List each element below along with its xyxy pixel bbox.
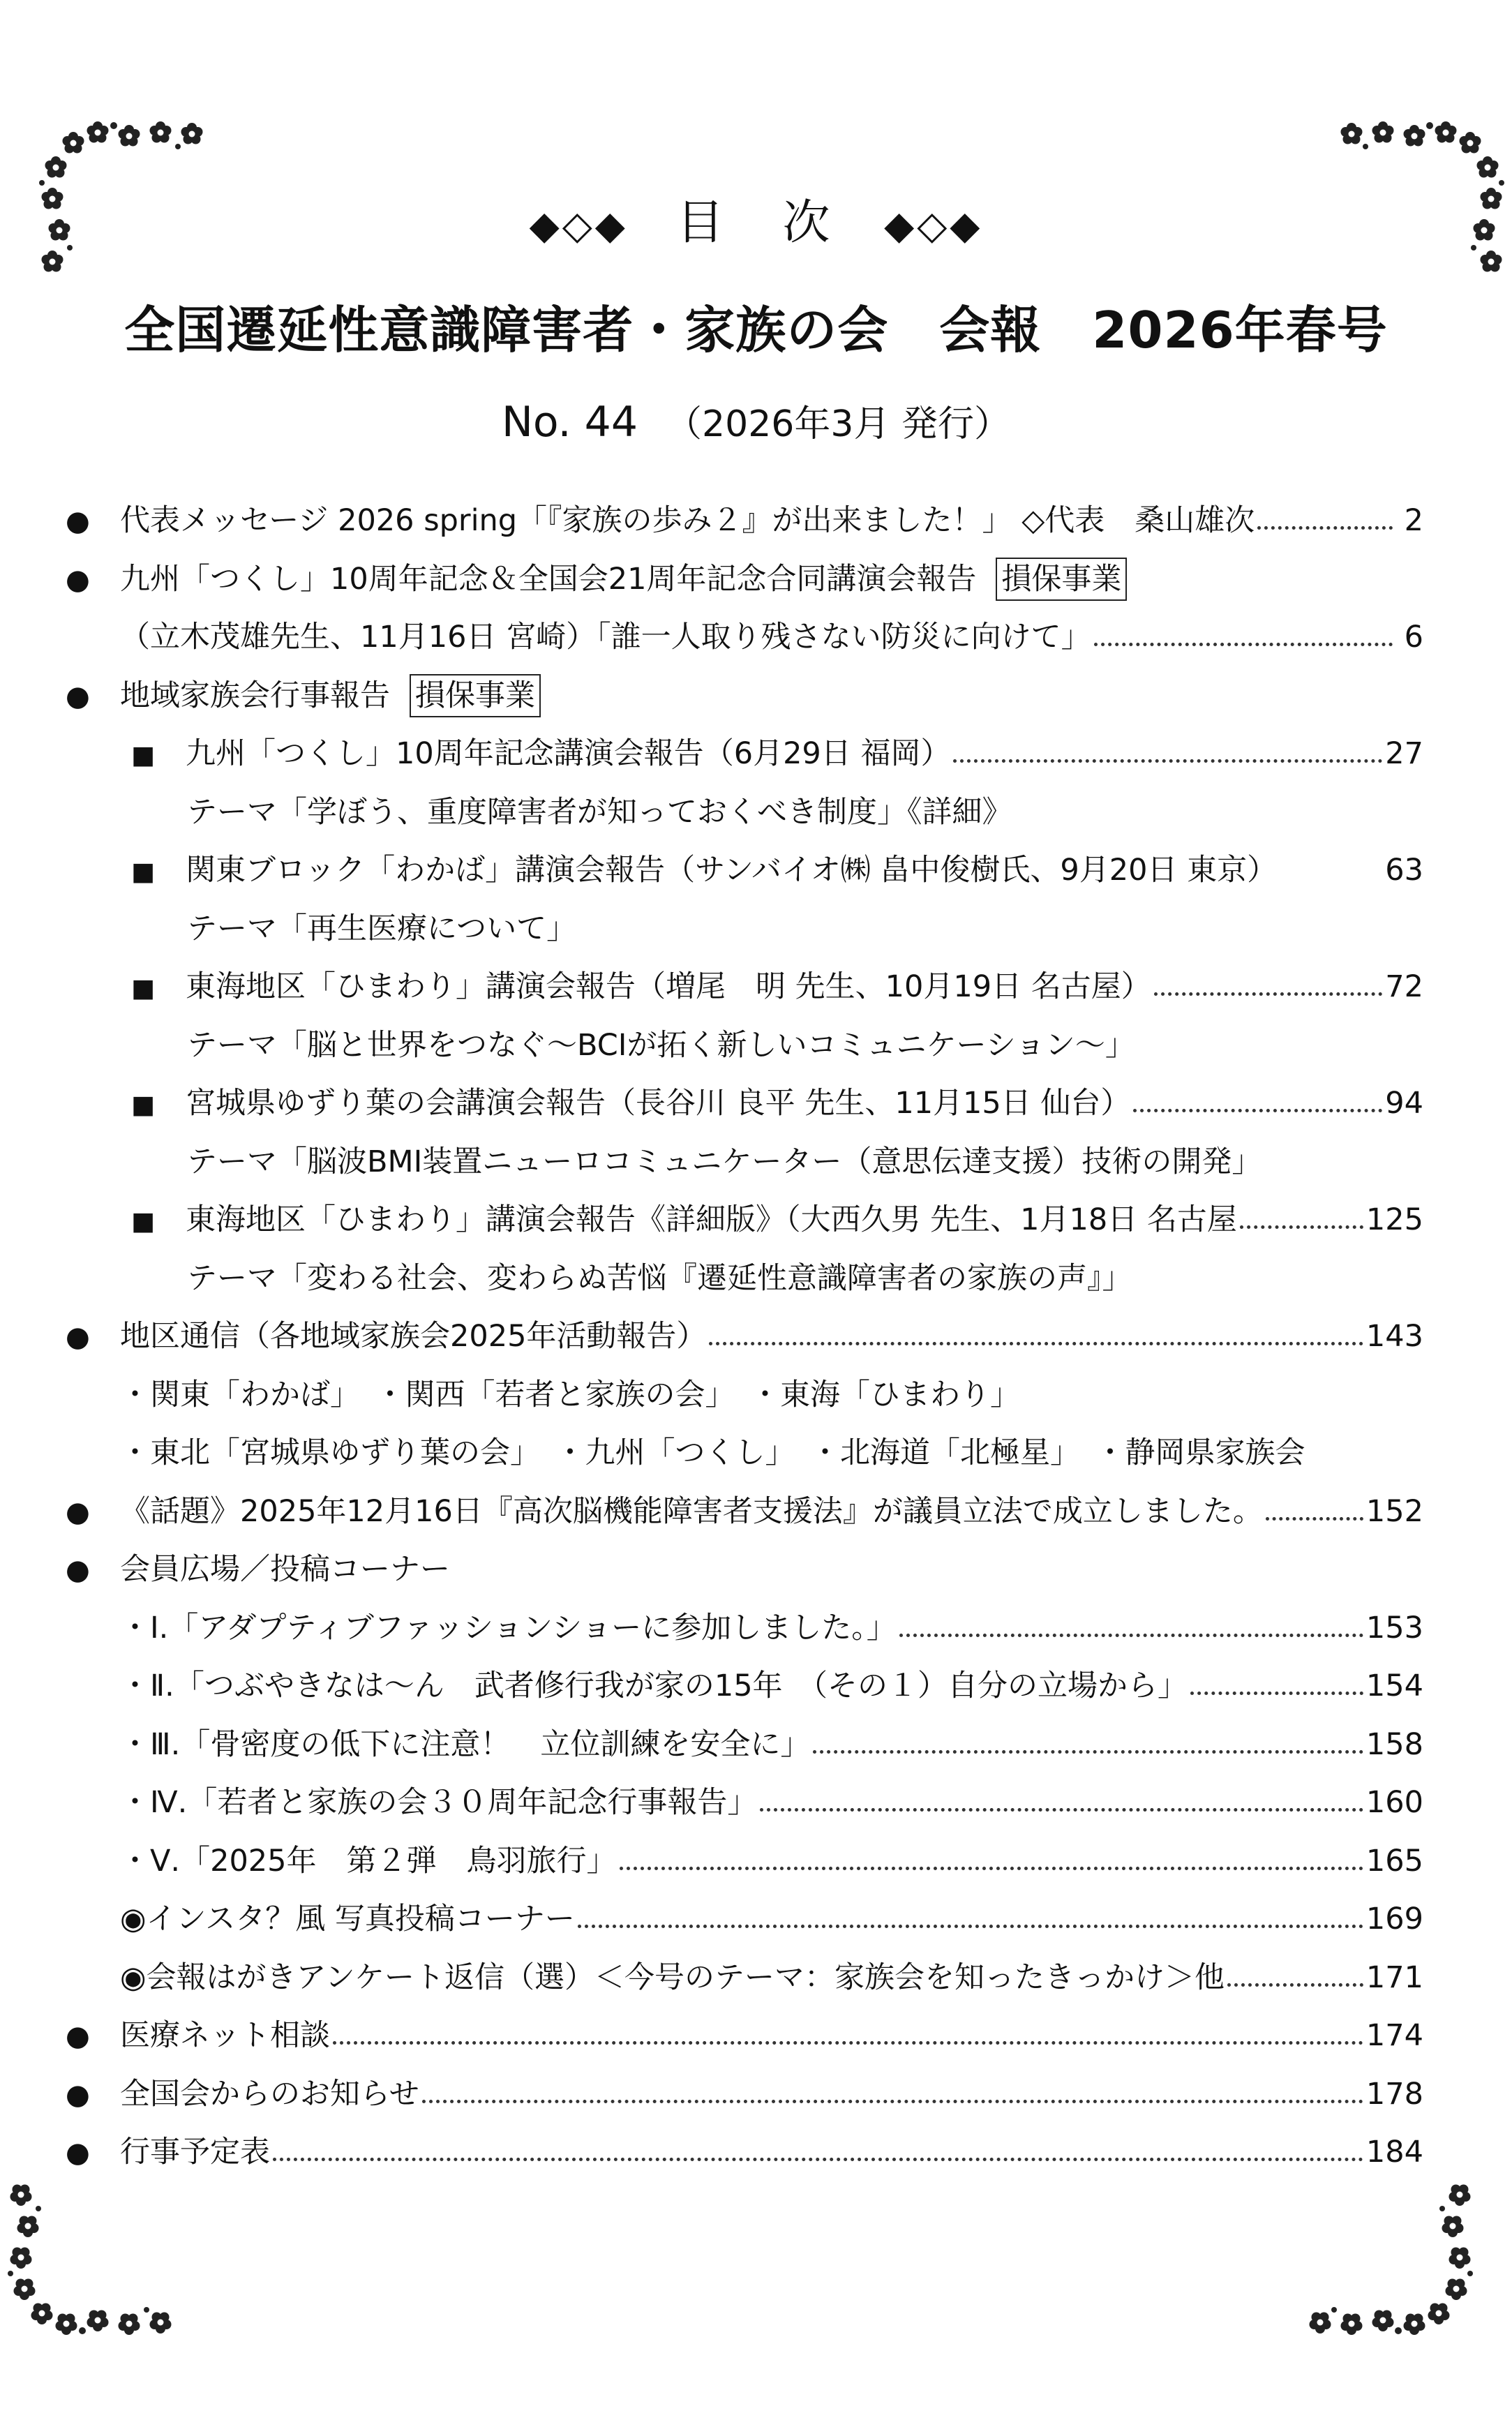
heading-text: 目 次 xyxy=(676,195,836,251)
toc-entry-page: 27 xyxy=(1385,736,1423,771)
bullet-icon: ● xyxy=(66,680,90,712)
toc-entry-page: 63 xyxy=(1385,853,1423,888)
toc-entry-title: ・Ⅱ.「つぶやきなは～ん 武者修行我が家の15年 （その１）自分の立場から」 xyxy=(120,1668,1188,1703)
toc-entry[interactable] xyxy=(63,2123,1423,2182)
toc-entry[interactable] xyxy=(63,842,1423,900)
toc-entry-title: 宮城県ゆずり葉の会講演会報告（長谷川 良平 先生、11月15日 仙台） xyxy=(186,1086,1131,1121)
toc-entry-page: 160 xyxy=(1365,1785,1423,1820)
toc-entry[interactable] xyxy=(63,1075,1423,1133)
toc-entry-title: ・Ⅲ.「骨密度の低下に注意！ 立位訓練を安全に」 xyxy=(120,1726,811,1762)
toc-entry-title: 医療ネット相談 xyxy=(120,2018,330,2053)
toc-entry-page: 72 xyxy=(1385,969,1423,1004)
flower-border-bottom-right-icon xyxy=(1299,2156,1481,2338)
leader-dots xyxy=(1257,526,1393,530)
leader-dots xyxy=(1154,992,1383,996)
toc-entry-theme xyxy=(63,1133,1423,1192)
toc-entry-title: ・関東「わかば」 ・関西「若者と家族の会」 ・東海「ひまわり」 xyxy=(120,1377,1020,1412)
toc-entry-page: 169 xyxy=(1365,1902,1423,1936)
toc-entry-title: ・Ⅰ.「アダプティブファッションショーに参加しました。」 xyxy=(120,1610,897,1645)
bullet-icon: ● xyxy=(66,2020,90,2052)
leader-dots xyxy=(953,759,1382,763)
leader-dots xyxy=(333,2041,1363,2045)
publication-title: 全国遷延性意識障害者・家族の会 会報 2026年春号 xyxy=(124,301,1388,359)
toc-entry-title: ・Ⅳ.「若者と家族の会３０周年記念行事報告」 xyxy=(120,1785,758,1820)
toc-entry[interactable] xyxy=(63,1774,1423,1832)
toc-entry[interactable] xyxy=(63,2066,1423,2124)
toc-entry-title: 地域家族会行事報告 xyxy=(120,678,390,713)
toc-entry-page: 152 xyxy=(1365,1493,1423,1529)
toc-entry[interactable] xyxy=(63,667,1423,726)
toc-entry-title: ・Ⅴ.「2025年 第２弾 鳥羽旅行」 xyxy=(120,1843,617,1879)
toc-entry-title: 九州「つくし」10周年記念講演会報告（6月29日 福岡） xyxy=(186,736,951,771)
leader-dots xyxy=(578,1925,1363,1928)
toc-entry-page: 154 xyxy=(1365,1668,1423,1703)
heading-mark-right: ◆◇◆ xyxy=(884,203,983,248)
toc-entry-page: 165 xyxy=(1365,1843,1423,1879)
toc-entry-title: 九州「つくし」10周年記念＆全国会21周年記念合同講演会報告 xyxy=(120,561,977,597)
toc-entry-title: テーマ「再生医療について」 xyxy=(187,911,577,946)
leader-dots xyxy=(620,1867,1363,1870)
toc-entry-page: 153 xyxy=(1365,1610,1423,1645)
toc-entry-title: テーマ「脳と世界をつなぐ～BCIが拓く新しいコミュニケーション～」 xyxy=(187,1027,1135,1063)
leader-dots xyxy=(709,1342,1363,1345)
toc-entry-title: テーマ「脳波BMI装置ニューロコミュニケーター（意思伝達支援）技術の開発」 xyxy=(187,1144,1262,1179)
toc-entry-page: 2 xyxy=(1404,503,1423,538)
bullet-icon: ● xyxy=(66,563,90,596)
square-bullet-icon: ■ xyxy=(131,1091,156,1119)
toc-entry-title: 東海地区「ひまわり」講演会報告《詳細版》（大西久男 先生、1月18日 名古屋 xyxy=(186,1202,1237,1237)
toc-entry-page: 171 xyxy=(1365,1959,1423,1995)
square-bullet-icon: ■ xyxy=(131,1207,156,1236)
toc-entry-page: 158 xyxy=(1365,1726,1423,1762)
bullet-icon: ● xyxy=(66,1495,90,1528)
toc-entry-title: 東海地区「ひまわり」講演会報告（増尾 明 先生、10月19日 名古屋） xyxy=(186,969,1151,1004)
bullet-icon: ● xyxy=(66,2078,90,2111)
toc-entry[interactable] xyxy=(63,1308,1423,1366)
toc-entry-page: 6 xyxy=(1404,620,1423,655)
toc-sub-list xyxy=(63,1424,1423,1483)
issue-line xyxy=(0,394,1512,447)
toc-entry[interactable] xyxy=(63,2007,1423,2066)
toc-entry-page: 178 xyxy=(1365,2076,1423,2112)
toc-entry[interactable] xyxy=(63,1832,1423,1891)
toc-entry-page: 184 xyxy=(1365,2135,1423,2170)
toc-entry[interactable] xyxy=(63,1599,1423,1658)
toc-entry-theme xyxy=(63,1017,1423,1075)
table-of-contents xyxy=(63,492,1423,2182)
bullet-icon: ● xyxy=(66,1321,90,1353)
leader-dots xyxy=(1227,1983,1363,1987)
toc-entry[interactable] xyxy=(63,1541,1423,1599)
heading-mark-left: ◆◇◆ xyxy=(529,203,628,248)
leader-dots xyxy=(1190,1692,1363,1695)
toc-entry-theme xyxy=(63,900,1423,959)
toc-entry[interactable] xyxy=(63,1890,1423,1949)
toc-entry-title: 《話題》2025年12月16日『高次脳機能障害者支援法』が議員立法で成立しました。 xyxy=(120,1493,1263,1529)
toc-entry-title: 関東ブロック「わかば」講演会報告（サンバイオ㈱ 畠中俊樹氏、9月20日 東京） xyxy=(186,853,1278,888)
leader-dots xyxy=(1133,1109,1382,1112)
toc-entry[interactable] xyxy=(63,958,1423,1017)
leader-dots xyxy=(813,1750,1363,1754)
leader-dots xyxy=(1266,1517,1363,1521)
flower-border-bottom-left-icon xyxy=(0,2156,181,2338)
issue-number: No. 44 xyxy=(502,398,638,447)
toc-entry-theme xyxy=(63,784,1423,842)
toc-entry-page: 174 xyxy=(1365,2018,1423,2053)
toc-entry-title: ◉インスタ？風 写真投稿コーナー xyxy=(120,1902,575,1936)
leader-dots xyxy=(760,1808,1363,1812)
toc-entry-title: 会員広場／投稿コーナー xyxy=(120,1552,450,1587)
sponsor-badge: 損保事業 xyxy=(996,558,1127,601)
toc-entry-theme xyxy=(63,1250,1423,1308)
toc-entry[interactable] xyxy=(63,492,1423,551)
square-bullet-icon: ■ xyxy=(131,974,156,1003)
toc-entry[interactable] xyxy=(63,1716,1423,1775)
toc-entry-title: 地区通信（各地域家族会2025年活動報告） xyxy=(120,1319,707,1354)
bullet-icon: ● xyxy=(66,1554,90,1586)
toc-entry-title: 代表メッセージ 2026 spring「『家族の歩み２』が出来ました！」 ◇代表 桑山雄次 xyxy=(120,503,1255,538)
toc-entry-title: 全国会からのお知らせ xyxy=(120,2076,419,2112)
square-bullet-icon: ■ xyxy=(131,858,156,886)
toc-entry[interactable] xyxy=(63,1949,1423,2008)
bullet-icon: ● xyxy=(66,505,90,537)
toc-entry-page: 94 xyxy=(1385,1086,1423,1121)
leader-dots xyxy=(273,2158,1363,2161)
leader-dots xyxy=(899,1634,1363,1637)
toc-entry[interactable] xyxy=(63,1657,1423,1716)
toc-entry-page: 125 xyxy=(1365,1202,1423,1237)
leader-dots xyxy=(1094,643,1393,646)
toc-entry[interactable] xyxy=(63,1483,1423,1541)
toc-entry-page: 143 xyxy=(1365,1319,1423,1354)
toc-entry-title: テーマ「学ぼう、重度障害者が知っておくべき制度」《詳細》 xyxy=(187,794,1012,830)
toc-entry-title: ◉会報はがきアンケート返信（選）＜今号のテーマ：家族会を知ったきっかけ＞他 xyxy=(120,1959,1225,1995)
toc-entry[interactable] xyxy=(63,608,1423,667)
toc-sub-list xyxy=(63,1366,1423,1425)
toc-heading xyxy=(0,185,1512,253)
toc-entry-title: （立木茂雄先生、11月16日 宮崎）「誰一人取り残さない防災に向けて」 xyxy=(120,620,1091,655)
issue-date: （2026年3月 発行） xyxy=(666,403,1010,445)
toc-entry[interactable] xyxy=(63,1191,1423,1250)
toc-entry[interactable] xyxy=(63,551,1423,609)
toc-entry-title: テーマ「変わる社会、変わらぬ苦悩『遷延性意識障害者の家族の声』」 xyxy=(187,1260,1132,1296)
sponsor-badge: 損保事業 xyxy=(410,674,541,717)
bullet-icon: ● xyxy=(66,2137,90,2169)
toc-entry-title: ・東北「宮城県ゆずり葉の会」 ・九州「つくし」 ・北海道「北極星」 ・静岡県家族会 xyxy=(120,1435,1305,1470)
toc-entry-title: 行事予定表 xyxy=(120,2135,270,2170)
leader-dots xyxy=(1240,1225,1363,1229)
toc-entry[interactable] xyxy=(63,725,1423,784)
leader-dots xyxy=(422,2100,1363,2103)
square-bullet-icon: ■ xyxy=(131,741,156,770)
